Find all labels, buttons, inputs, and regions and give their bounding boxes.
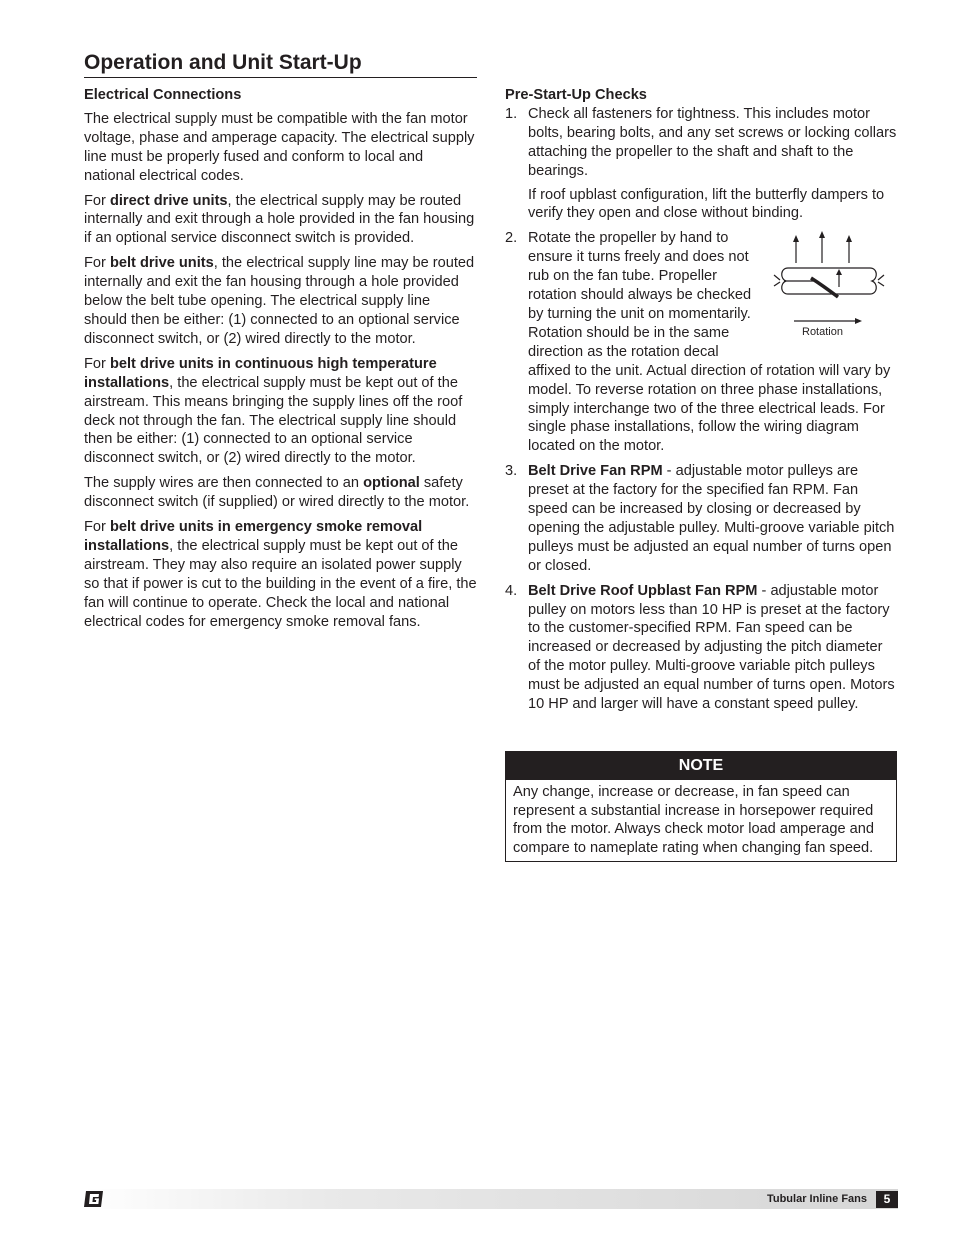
text-run: , the electrical supply must be kept out of the airstream. They may also require an isolated power supply so that if power is cut to the building in the event of a fire, the fan will continue to operate. Check the local and national electrical codes for emergency smoke removal fans. bbox=[84, 537, 477, 630]
list-item-text: Check all fasteners for tightness. This includes motor bolts, bearing bolts, and any set screws or locking collars attaching the propeller to the shaft and shaft to the bearings. bbox=[528, 105, 897, 179]
bold-text: Belt Drive Fan RPM bbox=[528, 463, 663, 480]
section-heading: Electrical Connections bbox=[84, 87, 242, 103]
text-run: , the electrical supply must be kept out of the airstream. This means bringing the supply lines off the roof deck not through the fan. The electrical supply line should then be either: (1) connected to an optional service disconnect switch, or (2) wired directly to the motor. bbox=[84, 374, 463, 467]
list-number: 3. bbox=[505, 463, 518, 480]
bold-text: optional bbox=[363, 475, 420, 492]
text-run: For bbox=[84, 355, 110, 372]
text-run: , the electrical supply line may be routed internally and exit the fan housing through a hole provided below the belt tube opening. The electrical supply line should then be either: (1) connected to an optional service disconnect switch, or (2) wired directly to the motor. bbox=[84, 255, 475, 347]
figure-caption: Rotation bbox=[802, 326, 843, 339]
text-run: - adjustable motor pulley on motors less than 10 HP is preset at the factory to the customer-specified RPM. Fan speed can be increased or decreased by adjusting the pitch diameter of the motor pulley. Multi-groove variable pitch pulleys must be adjusted an equal number of turns open. Motors 10 HP and larger will have a constant speed pulley. bbox=[528, 582, 895, 713]
text-run: The supply wires are then connected to an bbox=[84, 475, 364, 492]
list-item-text bbox=[528, 582, 898, 714]
note-heading: NOTE bbox=[506, 752, 896, 780]
list-item-text bbox=[528, 462, 898, 575]
paragraph bbox=[84, 254, 477, 349]
note-box bbox=[505, 751, 897, 862]
rotation-diagram bbox=[766, 229, 898, 343]
list-item-text: Rotate the propeller by hand to ensure it turns freely and does not rub on the fan tube. Propeller rotation should always be checked by turning the unit on momentarily. Rotation should be in the same direction as the rotation decal affixed to the unit. Actual direction of rotation will vary by model. To reverse rotation on three phase installations, simply interchange two of the three electrical leads. For single phase installations, follow the wiring diagram located on the motor. bbox=[528, 230, 891, 455]
paragraph: The electrical supply must be compatible with the fan motor voltage, phase and amperage capacity. The electrical supply line must be properly fused and conform to local and national electrical codes. bbox=[84, 110, 475, 184]
text-run: - adjustable motor pulleys are preset at the factory for the specified fan RPM. Fan speed can be increased by closing or decreased by opening the adjustable pulley. Multi-groove variable pitch pulleys must be adjusted an equal number of turns open or closed. bbox=[528, 463, 895, 574]
greenheck-logo-icon bbox=[84, 1190, 104, 1208]
text-run: safety disconnect switch (if supplied) or wired directly to the motor. bbox=[84, 475, 470, 511]
note-text: Any change, increase or decrease, in fan speed can represent a substantial increase in horsepower required from the motor. Always check motor load amperage and compare to nameplate rating when changing fan speed. bbox=[513, 784, 874, 856]
list-number: 4. bbox=[505, 582, 518, 599]
list-number: 2. bbox=[505, 230, 518, 247]
bold-text: belt drive units in continuous high temperature installations bbox=[84, 355, 437, 391]
footer-label: Tubular Inline Fans bbox=[766, 1193, 867, 1205]
text-run: , the electrical supply may be routed internally and exit through a hole provided in the fan housing if an optional service disconnect switch is provided. bbox=[84, 192, 475, 247]
bold-text: direct drive units bbox=[109, 192, 228, 209]
list-number: 1. bbox=[505, 105, 518, 122]
page-number: 5 bbox=[876, 1191, 898, 1208]
paragraph bbox=[84, 192, 477, 249]
paragraph bbox=[84, 474, 477, 512]
list-item bbox=[505, 229, 898, 456]
text-run: For bbox=[84, 192, 110, 209]
list-item bbox=[505, 582, 898, 714]
list-item-text: If roof upblast configuration, lift the butterfly dampers to verify they open and close without binding. bbox=[528, 186, 885, 222]
text-run: For bbox=[84, 255, 110, 272]
bold-text: belt drive units bbox=[109, 255, 214, 272]
text-run: For bbox=[84, 519, 110, 536]
paragraph bbox=[84, 518, 477, 631]
list-item bbox=[505, 462, 898, 575]
bold-text: Belt Drive Roof Upblast Fan RPM bbox=[528, 582, 758, 599]
page-footer bbox=[84, 1189, 898, 1209]
list-item bbox=[505, 105, 898, 223]
section-heading: Pre-Start-Up Checks bbox=[505, 87, 647, 103]
bold-text: belt drive units in emergency smoke removal installations bbox=[84, 519, 423, 554]
pre-start-up-checks-section bbox=[505, 86, 898, 720]
paragraph bbox=[84, 355, 477, 468]
page-title: Operation and Unit Start-Up bbox=[84, 50, 477, 78]
electrical-connections-section bbox=[84, 86, 477, 637]
